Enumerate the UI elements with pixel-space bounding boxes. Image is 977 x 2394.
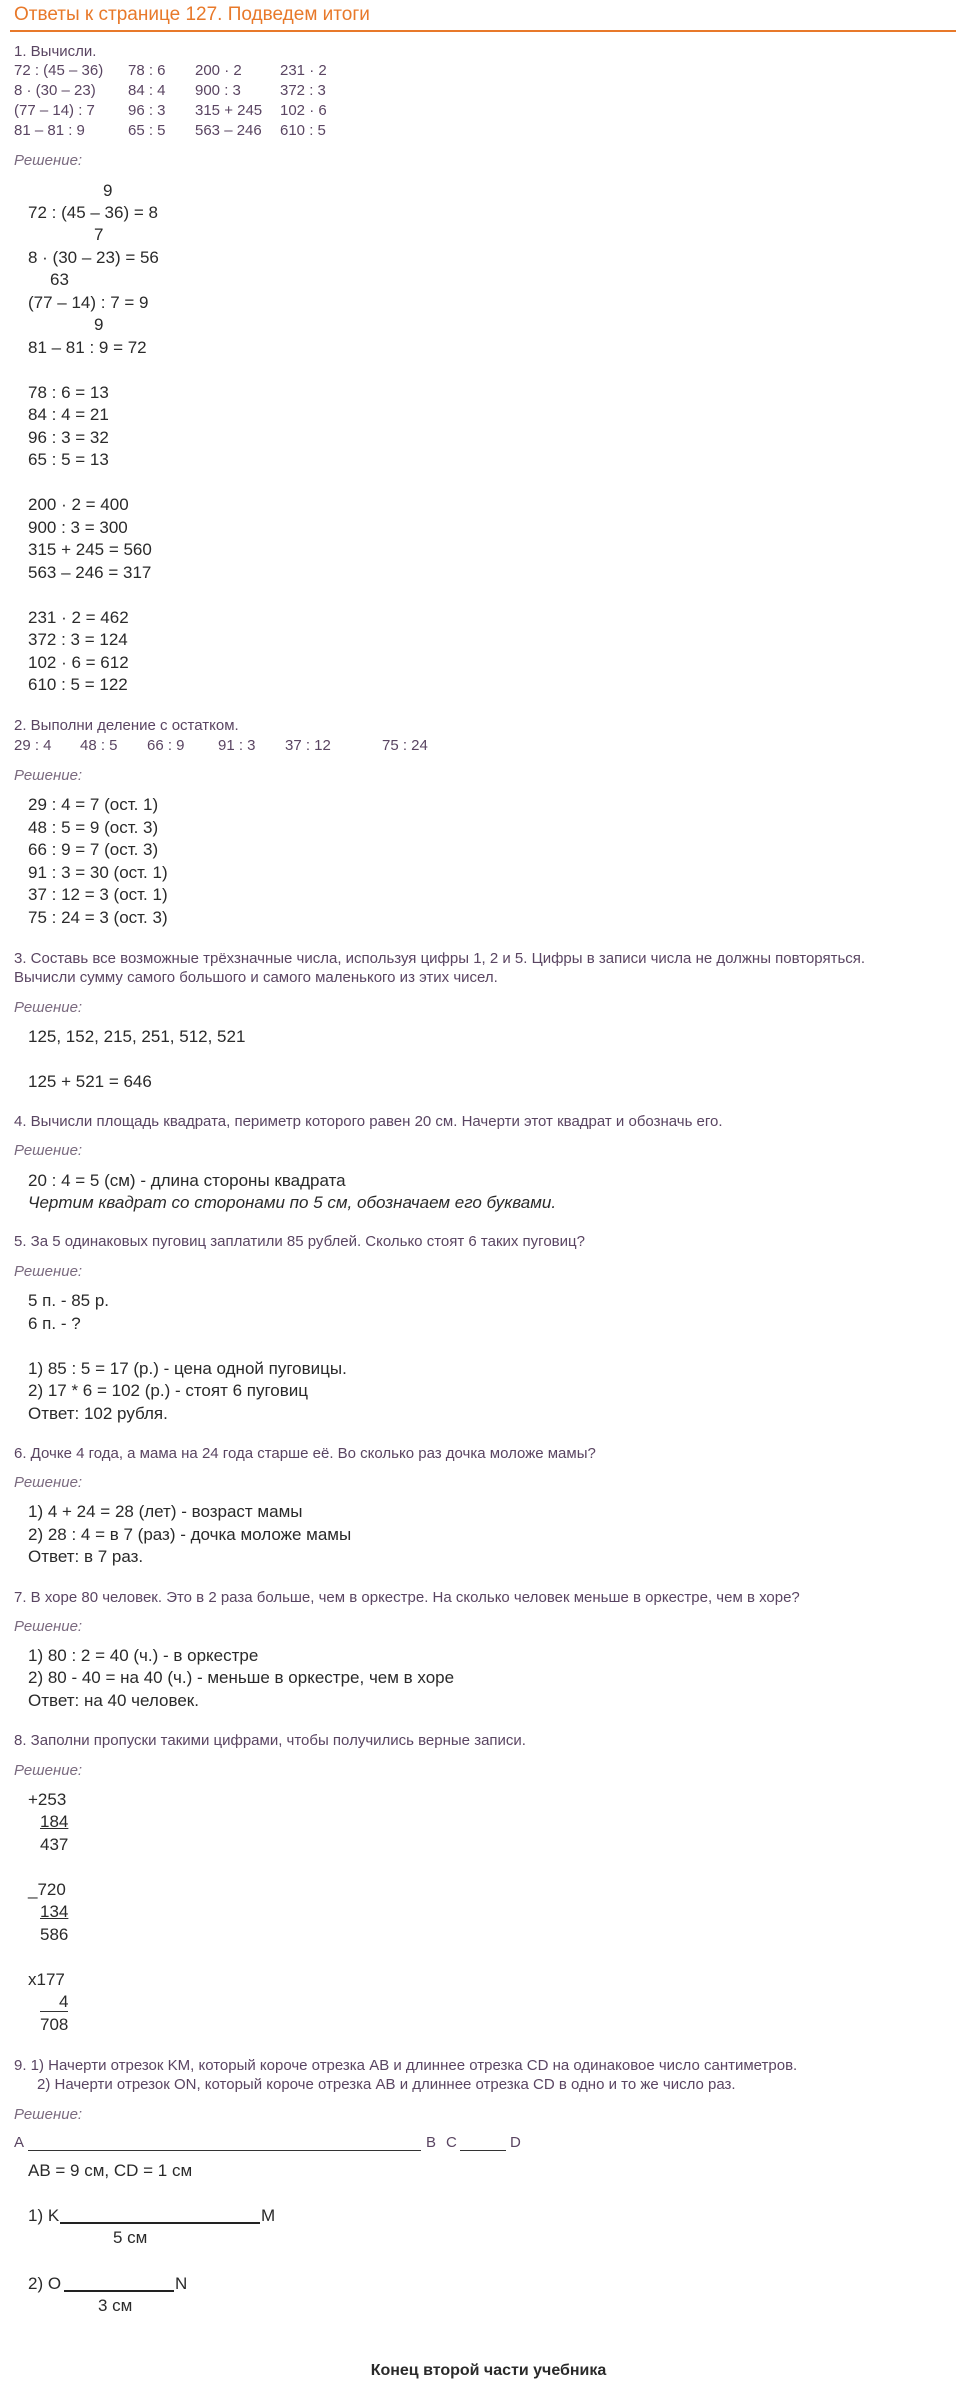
solution-line: 200 · 2 = 400 <box>28 495 129 514</box>
solution-line: 900 : 3 = 300 <box>28 518 128 537</box>
solution-line: 84 : 4 = 21 <box>28 405 109 424</box>
title-divider <box>10 30 956 32</box>
intermediate-result: 9 <box>94 315 104 334</box>
task1-grid-cell: 372 : 3 <box>280 82 326 99</box>
point-a-label: A <box>14 2134 25 2151</box>
point-n-label: N <box>175 2274 188 2293</box>
solution-line: 2) 28 : 4 = в 7 (раз) - дочка моложе мамы <box>28 1525 352 1544</box>
solution-label: Решение: <box>14 2106 83 2123</box>
solution-line: 563 – 246 = 317 <box>28 563 152 582</box>
task1-grid-cell: 78 : 6 <box>128 62 166 79</box>
segment-on <box>64 2290 174 2292</box>
task1-grid-cell: 102 · 6 <box>280 102 327 119</box>
task2-item: 75 : 24 <box>382 737 428 754</box>
task1-grid-cell: 610 : 5 <box>280 122 326 139</box>
addition-result: 437 <box>40 1835 69 1854</box>
intermediate-result: 63 <box>50 270 69 289</box>
task7-question: 7. В хоре 80 человек. Это в 2 раза больше, чем в оркестре. На сколько человек меньше в оркестре, чем в хоре? <box>14 1589 800 1606</box>
solution-line: (77 – 14) : 7 = 9 <box>28 293 149 312</box>
task3-question: 3. Составь все возможные трёхзначные числа, используя цифры 1, 2 и 5. Цифры в записи числа не должны повторяться. <box>14 950 866 967</box>
solution-label: Решение: <box>14 1474 83 1491</box>
task1-grid-cell: 900 : 3 <box>195 82 241 99</box>
solution-label: Решение: <box>14 1263 83 1280</box>
solution-line: 96 : 3 = 32 <box>28 428 109 447</box>
solution-line: 6 п. - ? <box>28 1314 81 1333</box>
page-title: Ответы к странице 127. Подведем итоги <box>14 4 370 25</box>
solution-line: 1) 85 : 5 = 17 (р.) - цена одной пуговицы. <box>28 1359 347 1378</box>
task2-item: 91 : 3 <box>218 737 256 754</box>
task2-item: 48 : 5 <box>80 737 118 754</box>
segment-km <box>60 2222 260 2224</box>
point-c-label: C <box>446 2134 457 2151</box>
task1-grid-cell: 81 – 81 : 9 <box>14 122 85 139</box>
task2-item: 66 : 9 <box>147 737 185 754</box>
solution-line: 1) 80 : 2 = 40 (ч.) - в оркестре <box>28 1646 259 1665</box>
task1-grid-cell: (77 – 14) : 7 <box>14 102 95 119</box>
task3-question: Вычисли сумму самого большого и самого маленького из этих чисел. <box>14 969 498 986</box>
multiplication-result: 708 <box>40 2015 69 2034</box>
solution-line: 91 : 3 = 30 (ост. 1) <box>28 863 168 882</box>
task1-grid-cell: 315 + 245 <box>195 102 263 119</box>
segment-ab <box>28 2150 421 2151</box>
task4-question: 4. Вычисли площадь квадрата, периметр которого равен 20 см. Начерти этот квадрат и обозначь его. <box>14 1113 723 1130</box>
solution-line: 78 : 6 = 13 <box>28 383 109 402</box>
task8-question: 8. Заполни пропуски такими цифрами, чтобы получились верные записи. <box>14 1732 526 1749</box>
addition-first-operand: +253 <box>28 1790 67 1809</box>
point-b-label: B <box>426 2134 437 2151</box>
solution-line: 8 · (30 – 23) = 56 <box>28 248 159 267</box>
task1-question: 1. Вычисли. <box>14 43 97 60</box>
footer-end-note: Конец второй части учебника <box>370 2362 607 2379</box>
task1-grid-cell: 200 · 2 <box>195 62 242 79</box>
task1-grid-cell: 231 · 2 <box>280 62 327 79</box>
multiplication-second-operand: 4 <box>59 1992 69 2011</box>
task1-grid-cell: 563 – 246 <box>195 122 262 139</box>
task1-grid-cell: 8 · (30 – 23) <box>14 82 96 99</box>
solution-line: AB = 9 см, CD = 1 см <box>28 2161 193 2180</box>
solution-line: 37 : 12 = 3 (ост. 1) <box>28 885 168 904</box>
solution-line: 72 : (45 – 36) = 8 <box>28 203 158 222</box>
solution-line: 610 : 5 = 122 <box>28 675 128 694</box>
solution-line: 5 п. - 85 р. <box>28 1291 110 1310</box>
task6-question: 6. Дочке 4 года, а мама на 24 года старше её. Во сколько раз дочка моложе мамы? <box>14 1445 596 1462</box>
subtraction-result: 586 <box>40 1925 69 1944</box>
task2-item: 29 : 4 <box>14 737 52 754</box>
multiplication-first-operand: x177 <box>28 1970 65 1989</box>
solution-line: 372 : 3 = 124 <box>28 630 128 649</box>
solution-line: 65 : 5 = 13 <box>28 450 109 469</box>
solution-line: Ответ: на 40 человек. <box>28 1691 199 1710</box>
solution-line: 2) 80 - 40 = на 40 (ч.) - меньше в оркестре, чем в хоре <box>28 1668 455 1687</box>
point-o-label: 2) O <box>28 2274 62 2293</box>
intermediate-result: 9 <box>103 181 113 200</box>
segment-km-length: 5 см <box>113 2228 148 2247</box>
point-m-label: M <box>261 2206 276 2225</box>
solution-line: Чертим квадрат со сторонами по 5 см, обозначаем его буквами. <box>28 1193 557 1212</box>
intermediate-result: 7 <box>94 225 104 244</box>
solution-line: Ответ: в 7 раз. <box>28 1547 144 1566</box>
point-d-label: D <box>510 2134 521 2151</box>
segment-cd <box>460 2150 506 2151</box>
task1-grid-cell: 72 : (45 – 36) <box>14 62 104 79</box>
task1-grid-cell: 65 : 5 <box>128 122 166 139</box>
task9-question: 2) Начерти отрезок ON, который короче отрезка AB и длиннее отрезка CD в одно и то же число раз. <box>37 2076 736 2093</box>
subtraction-second-operand: 134 <box>40 1902 69 1921</box>
solution-line: 48 : 5 = 9 (ост. 3) <box>28 818 159 837</box>
solution-line: Ответ: 102 рубля. <box>28 1404 168 1423</box>
task2-question: 2. Выполни деление с остатком. <box>14 717 239 734</box>
segment-on-length: 3 см <box>98 2296 133 2315</box>
solution-line: 81 – 81 : 9 = 72 <box>28 338 147 357</box>
solution-line: 75 : 24 = 3 (ост. 3) <box>28 908 168 927</box>
solution-line: 125, 152, 215, 251, 512, 521 <box>28 1027 246 1046</box>
task1-grid-cell: 96 : 3 <box>128 102 166 119</box>
task5-question: 5. За 5 одинаковых пуговиц заплатили 85 рублей. Сколько стоят 6 таких пуговиц? <box>14 1233 585 1250</box>
solution-line: 2) 17 * 6 = 102 (р.) - стоят 6 пуговиц <box>28 1381 309 1400</box>
task2-item: 37 : 12 <box>285 737 331 754</box>
solution-line: 102 · 6 = 612 <box>28 653 129 672</box>
task1-grid-cell: 84 : 4 <box>128 82 166 99</box>
point-k-label: 1) K <box>28 2206 60 2225</box>
solution-label: Решение: <box>14 1142 83 1159</box>
solution-line: 20 : 4 = 5 (см) - длина стороны квадрата <box>28 1171 346 1190</box>
solution-line: 29 : 4 = 7 (ост. 1) <box>28 795 159 814</box>
task9-question: 9. 1) Начерти отрезок KM, который короче отрезка AB и длиннее отрезка CD на одинаковое число сантиметров. <box>14 2057 798 2074</box>
solution-label: Решение: <box>14 999 83 1016</box>
solution-label: Решение: <box>14 1762 83 1779</box>
solution-line: 231 · 2 = 462 <box>28 608 129 627</box>
addition-second-operand: 184 <box>40 1812 69 1831</box>
solution-label: Решение: <box>14 152 83 169</box>
solution-line: 1) 4 + 24 = 28 (лет) - возраст мамы <box>28 1502 303 1521</box>
solution-label: Решение: <box>14 767 83 784</box>
solution-label: Решение: <box>14 1618 83 1635</box>
solution-line: 66 : 9 = 7 (ост. 3) <box>28 840 159 859</box>
solution-line: 125 + 521 = 646 <box>28 1072 152 1091</box>
subtraction-first-operand: _720 <box>28 1880 66 1899</box>
solution-line: 315 + 245 = 560 <box>28 540 152 559</box>
